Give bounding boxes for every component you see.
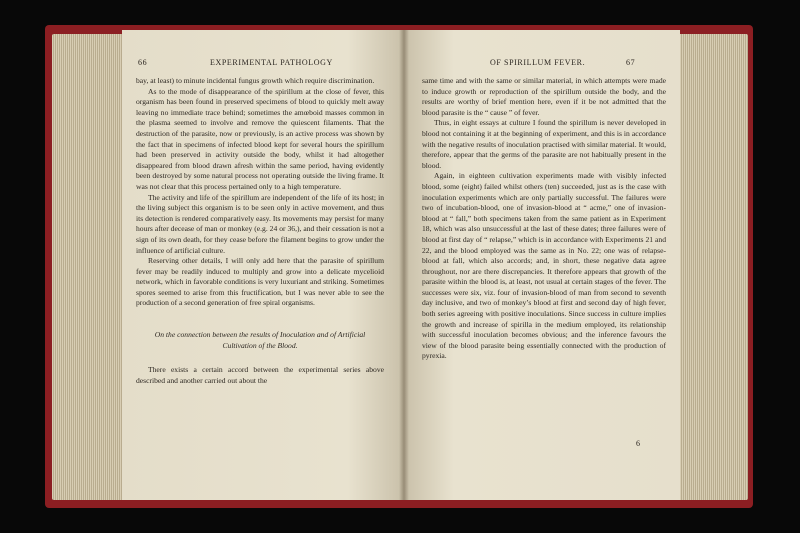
left-paragraph: As to the mode of disappearance of the spirillum at the close of fever, this organism has been found in preserved specimens of blood to quickly melt away leaving no immediate trace behind; sometimes the amœboid masses common in the plasma seemed to involve and remove the quiescent filaments. That the destruction of the parasite, now or previously, is an active process was shown by the fact that in specimens of infected blood kept for several hours the spirillum had been preserved in activity outside the body, whilst it had altogether disappeared from blood drawn afresh within the same period, having evidently been destroyed by some natural process not operating outside the living frame. It was not clear that this process pertained only to a high temperature.	[136, 86, 384, 191]
left-paragraph: bay, at least) to minute incidental fungus growth which require discrimination.	[136, 76, 375, 85]
left-page-edges	[52, 34, 126, 500]
signature-mark: 6	[636, 439, 640, 448]
right-paragraph: Thus, in eight essays at culture I found the spirillum is never developed in blood not containing it at the beginning of experiment, and this is in accordance with the negative results of inoculation practised with similar material. It would, therefore, appear that the germs of the parasite are not habitually present in the blood.	[422, 118, 666, 170]
left-paragraph: The activity and life of the spirillum are independent of the life of its host; in the living subject this organism is to be seen only in active movement, and thus its detection is rendered comparatively easy. Its movements may persist for many hours after decease of man or monkey (e.g. 24 or 36,), and their cessation is not a sign of its own death, for they cease before the filament begins to grow under the influence of artificial culture.	[136, 192, 384, 255]
right-page-edges	[676, 34, 748, 500]
left-paragraph: There exists a certain accord between the experimental series above described and another carried out about the	[136, 365, 384, 385]
right-page-number: 67	[626, 58, 636, 67]
right-running-head: OF SPIRILLUM FEVER.	[490, 58, 586, 67]
book-gutter	[399, 30, 409, 500]
right-page	[404, 30, 680, 500]
left-page-body	[136, 76, 384, 386]
section-heading: On the connection between the results of Inoculation and of Artificial Cultivation of the Blood.	[154, 330, 366, 351]
left-running-head: EXPERIMENTAL PATHOLOGY	[210, 58, 333, 67]
left-page-number: 66	[138, 58, 148, 67]
right-page-body	[422, 76, 666, 362]
right-paragraph: same time and with the same or similar material, in which attempts were made to induce growth or reproduction of the spirillum outside the body, and the results are worthy of brief mention here, even if it be not admitted that the blood parasite is the “ cause ” of fever.	[422, 76, 666, 117]
left-page	[122, 30, 404, 500]
right-paragraph: Again, in eighteen cultivation experiments made with visibly infected blood, some (eight) failed whilst others (ten) succeeded, just as is the case with inoculation experiments which are only partially successful. The failures were two of incubation-blood, one of invasion-blood at “ acme,” one of invasion-blood at “ fall,” both specimens taken from the same patient as in Experiment 18, which was also unsuccessful at the last of these dates; three failures were of blood at first day of “ relapse,” which is in accordance with Experiments 21 and 22, and the blood employed was the same as in No. 22; one was of relapse-blood at fall, which also accords; and, in short, these negative data agree throughout, nor are there discrepancies. It therefore appears that growth of the parasite within the blood is, at least, not usual at certain stages of the fever. The successes were six, viz. four of invasion-blood of man from second to seventh day inclusive, and two of monkey’s blood at first and second day of high fever, both series agreeing with positive inoculations. Since success in culture implies the growth and increase of spirilla in the medium employed, its relationship with successful inoculation becomes obvious; and the inference favours the view of the blood parasite being essentially connected with the production of pyrexia.	[422, 171, 666, 361]
left-paragraph: Reserving other details, I will only add here that the parasite of spirillum fever may be readily induced to multiply and grow into a delicate mycelioid network, which in favorable conditions is very luxuriant and striking. Sometimes spores seemed to arise from this fructification, but I was never able to see the production of a second generation of free spiral organisms.	[136, 256, 384, 308]
